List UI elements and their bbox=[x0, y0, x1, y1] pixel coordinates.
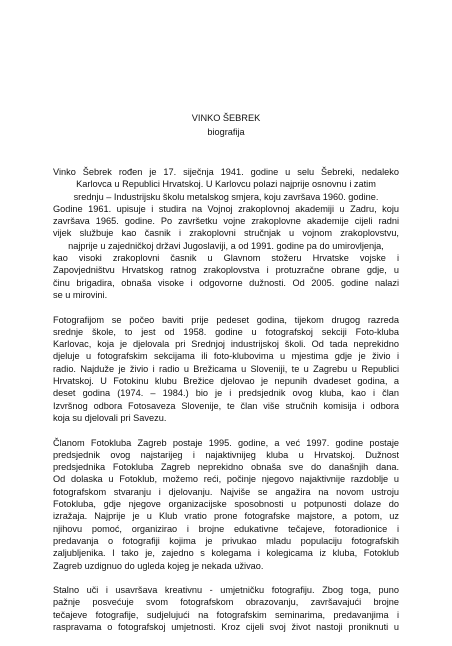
text-line: Godine 1961. upisuje i studira na Vojnoj zrakoplovnoj akademiji u Zadru, koju bbox=[53, 203, 399, 214]
text-line: Izvršnog odbora Fotosaveza Slovenije, te član više stručnih komisija i odbora bbox=[53, 400, 399, 411]
text-line: djeluje u fotografskim sekcijama ili foto-klubovima u mjestima gdje je živio i bbox=[53, 351, 399, 362]
text-line: predsjednik ovog najstarijeg i najaktivnijeg kluba u Hrvatskoj. Dužnost bbox=[53, 449, 399, 460]
text-line: deset godina (1974. – 1984.) bio je i predsjednik ovog kluba, kao i član bbox=[53, 388, 399, 399]
text-line: završava 1965. godine. Po završetku vojne zrakoplovne akademije cijeli radni bbox=[53, 216, 399, 227]
text-line: kao visoki zrakoplovni časnik u Glavnom stožeru Hrvatske vojske i bbox=[53, 253, 399, 264]
text-line: fotografskom stvaranju i djelovanju. Najviše se angažira na novom ustroju bbox=[53, 486, 399, 497]
document-title: VINKO ŠEBREK bbox=[191, 113, 261, 123]
text-line: njihovu pomoć, organizirao i brojne edukativne tečajeve, fotoradionice i bbox=[53, 523, 399, 534]
text-line: najprije u zajedničkoj državi Jugoslaviji, a od 1991. godine pa do umirovljenja, bbox=[68, 240, 384, 251]
document-body bbox=[53, 166, 399, 646]
text-line: izražaja. Najprije je u Klub vratio prone fotografske majstore, a potom, uz bbox=[53, 511, 399, 522]
text-line: Članom Fotokluba Zagreb postaje 1995. godine, a već 1997. godine postaje bbox=[53, 437, 399, 448]
text-line: predavanja o fotografiji kojima je privukao mladu populaciju fotografskih bbox=[53, 535, 399, 546]
text-line: Zagreb uzdignuo do ugleda kojeg je nekada uživao. bbox=[53, 560, 264, 571]
paragraph bbox=[53, 584, 399, 633]
text-line: radio. Najduže je živio i radio u Brežicama u Sloveniji, te u Zagrebu u Republici bbox=[53, 363, 399, 374]
text-line: Karlovca u Republici Hrvatskoj. U Karlovcu polazi najprije osnovnu i zatim bbox=[76, 179, 376, 190]
paragraph bbox=[53, 314, 399, 425]
text-line: činu brigadira, obnaša visoke i odgovorne dužnosti. Od 2005. godine nalazi bbox=[53, 277, 399, 288]
text-line: Zapovjedništvu Hrvatskog ratnog zrakoplovstva i protuzračne obrane gdje, u bbox=[53, 265, 399, 276]
text-line: pažnje posvećuje svom fotografskom obrazovanju, završavajući brojne bbox=[53, 597, 399, 608]
text-line: Od dolaska u Fotoklub, možemo reći, počinje njegovo najaktivnije razdoblje u bbox=[53, 474, 399, 485]
text-line: Hrvatskoj. U Fotokinu klubu Brežice djelovao je nepunih dvadeset godina, a bbox=[53, 376, 399, 387]
text-line: srednju – Industrijsku školu metalskog smjera, koju završava 1960. godine. bbox=[73, 191, 379, 202]
text-line: Vinko Šebrek rođen je 17. siječnja 1941. godine u selu Šebreki, nedaleko bbox=[53, 167, 399, 177]
text-line: Fotokluba, gdje njegove organizacijske sposobnosti u potpunosti dolaze do bbox=[53, 499, 399, 510]
text-line: se u mirovini. bbox=[53, 289, 108, 300]
text-line: Fotografijom se počeo baviti prije pedeset godina, tijekom drugog razreda bbox=[53, 314, 399, 325]
text-line: tečajeve fotografije, sudjelujući na fotografskim seminarima, predavanjima i bbox=[53, 609, 399, 620]
text-line: srednje škole, to jest od 1958. godine u fotografskoj sekciji Foto-kluba bbox=[53, 326, 399, 337]
text-line: predsjednika Fotokluba Zagreb neprekidno obnaša sve do današnjih dana. bbox=[53, 462, 399, 473]
text-line: Karlovac, koja je djelovala pri Srednjoj industrijskoj školi. Od tada neprekidno bbox=[53, 339, 399, 350]
document-subtitle: biografija bbox=[207, 127, 245, 137]
paragraph bbox=[53, 437, 399, 572]
text-line: Stalno uči i usavršava kreativnu - umjetničku fotografiju. Zbog toga, puno bbox=[53, 585, 399, 596]
text-line: vijek službuje kao časnik i zrakoplovni stručnjak u vojnom zrakoplovstvu, bbox=[53, 228, 399, 239]
text-line: raspravama o fotografskoj umjetnosti. Kroz cijeli svoj život nastoji proniknuti u bbox=[53, 621, 399, 632]
paragraph bbox=[53, 166, 399, 301]
text-line: koja su djelovali pri Savezu. bbox=[53, 412, 167, 423]
text-line: zaljubljenika. I tako je, zajedno s kolegama i kolegicama iz kluba, Fotoklub bbox=[53, 548, 399, 559]
